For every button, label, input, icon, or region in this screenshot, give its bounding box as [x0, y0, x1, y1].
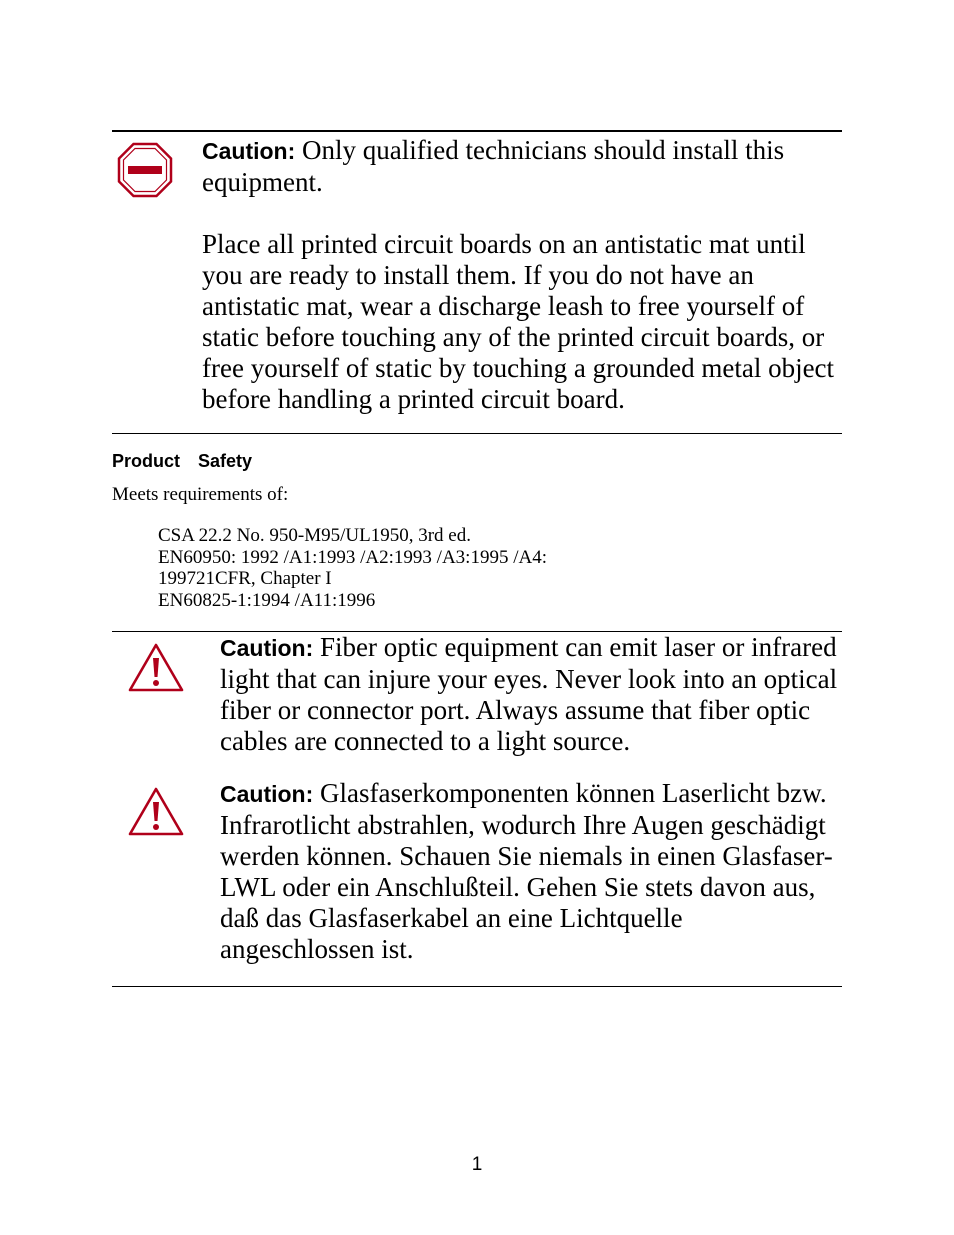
caution-3-text: Glasfaserkomponenten können Laserlicht bzw. Infrarotlicht abstrahlen, wodurch Ihre Augen geschädigt werden können. Schauen Sie niemals in einen Glasfaser-LWL oder ein Anschlußteil. Gehen Sie stets davon aus, daß das Glasfaserkabel an eine Lichtquelle angeschlossen ist.: [220, 778, 833, 964]
top-rule: [112, 130, 842, 132]
page-number: 1: [471, 1154, 483, 1175]
section-heading: Product Safety: [112, 451, 253, 471]
standards-list: [158, 525, 547, 611]
list-item: 199721CFR, Chapter I: [158, 568, 332, 589]
stop-icon: [117, 142, 173, 198]
divider-rule: [112, 433, 842, 434]
caution-block-3: [220, 778, 842, 965]
list-item: EN60950: 1992 /A1:1993 /A2:1993 /A3:1995 /A4:: [158, 546, 547, 568]
bottom-rule: [112, 986, 842, 987]
caution-label: Caution:: [220, 635, 314, 661]
caution-1-paragraph: [202, 135, 842, 198]
caution-3-paragraph: [220, 778, 842, 965]
warning-icon: [127, 786, 185, 838]
intro-text: Meets requirements of:: [112, 484, 289, 505]
warning-icon: [127, 642, 185, 694]
caution-1-text: Only qualified technicians should install this equipment.: [202, 135, 785, 197]
caution-block-1: [202, 135, 842, 415]
caution-2-text: Fiber optic equipment can emit laser or infrared light that can injure your eyes. Never look into an optical fiber or connector port. Always assume that fiber optic cables are connected to a light source.: [220, 632, 838, 756]
caution-1-paragraph-2: Place all printed circuit boards on an antistatic mat until you are ready to install them. If you do not have an antistatic mat, wear a discharge leash to free yourself of static before touching any of the printed circuit boards, or free yourself of static by touching a grounded metal object before handling a printed circuit board.: [202, 229, 835, 414]
caution-label: Caution:: [202, 138, 296, 164]
caution-block-2: [220, 632, 842, 757]
list-item: CSA 22.2 No. 950-M95/UL1950, 3rd ed.: [158, 525, 471, 546]
caution-2-paragraph: [220, 632, 842, 757]
list-item: EN60825-1:1994 /A11:1996: [158, 589, 376, 611]
caution-label: Caution:: [220, 781, 314, 807]
